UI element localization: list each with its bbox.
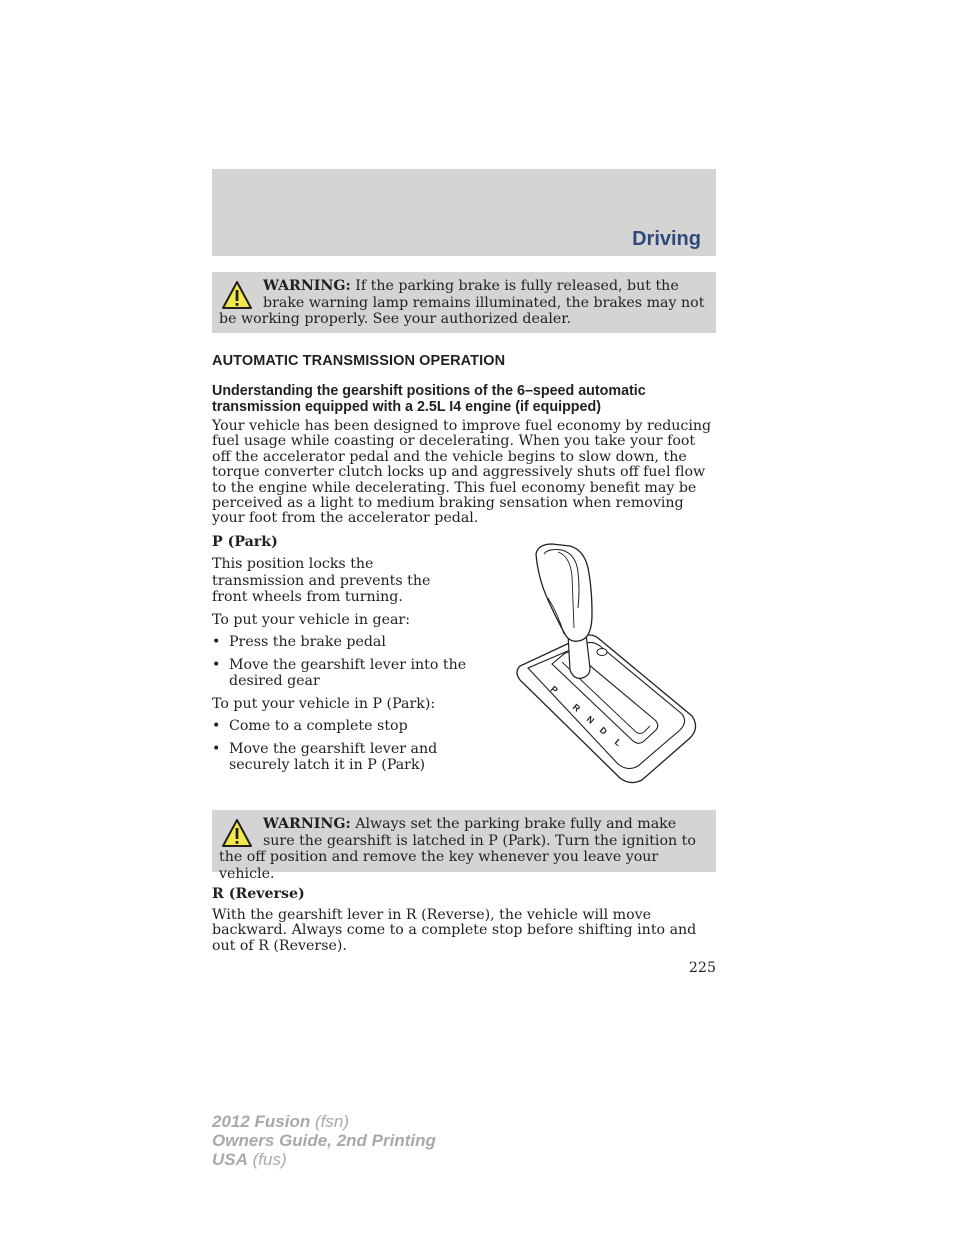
park-steps-list <box>212 718 467 774</box>
gate-letter-p: P <box>548 683 560 696</box>
warning-triangle-icon <box>221 818 253 848</box>
reverse-heading: R (Reverse) <box>212 886 305 902</box>
intro-paragraph: Your vehicle has been designed to improve fuel economy by reducing fuel usage while coasting or decelerating. When you take your foot off the accelerator pedal and the vehicle begins to slow down, the torque converter clutch locks up and aggressively shuts off fuel flow to the engine while decelerating. This fuel economy benefit may be perceived as a light to medium braking sensation when removing your foot from the accelerator pedal. <box>212 418 712 527</box>
warning-triangle-icon <box>221 280 253 310</box>
park-column <box>212 556 467 780</box>
bullet: • <box>212 718 221 734</box>
park-description: This position locks the transmission and prevents the front wheels from turning. <box>212 556 431 605</box>
footer-line-guide: Owners Guide, 2nd Printing <box>212 1131 436 1150</box>
warning-label: WARNING: <box>263 278 351 294</box>
bullet: • <box>212 656 221 673</box>
gate-letter-l: L <box>612 736 624 749</box>
document-footer <box>212 1112 436 1169</box>
section-title: Driving <box>632 228 701 250</box>
list-item: • Come to a complete stop <box>212 718 408 734</box>
list-item: • Move the gearshift lever into the desired gear <box>212 656 467 689</box>
list-item: • Move the gearshift lever and securely latch it in P (Park) <box>212 740 438 773</box>
gate-letter-r: R <box>570 701 583 714</box>
list-item: • Press the brake pedal <box>212 634 386 650</box>
footer-line-model: 2012 Fusion (fsn) <box>212 1112 349 1131</box>
gate-letter-d: D <box>597 724 610 737</box>
gate-letter-n: N <box>584 713 597 726</box>
section-heading: AUTOMATIC TRANSMISSION OPERATION <box>212 353 506 369</box>
warning-box-park <box>212 810 716 882</box>
gear-steps-list <box>212 634 467 690</box>
reverse-paragraph: With the gearshift lever in R (Reverse), the vehicle will move backward. Always come to a complete stop before shifting into and out of R (Reverse). <box>212 907 697 954</box>
park-heading: P (Park) <box>212 534 278 550</box>
warning-box-brake <box>212 272 716 333</box>
bullet: • <box>212 740 221 757</box>
page-number: 225 <box>688 960 716 976</box>
gear-intro: To put your vehicle in gear: <box>212 611 410 628</box>
warning-text: Always set the parking brake fully and make sure the gearshift is latched in P (Park). Turn the ignition to the off position and remove the key whenever you leave your vehicle. <box>219 816 696 882</box>
warning-label: WARNING: <box>263 816 351 832</box>
section-header <box>212 169 716 256</box>
gearshift-lever-illustration <box>508 538 708 788</box>
warning-text: If the parking brake is fully released, but the brake warning lamp remains illuminated, the brakes may not be working properly. See your authorized dealer. <box>219 278 705 327</box>
park-intro: To put your vehicle in P (Park): <box>212 695 436 712</box>
footer-line-region: USA (fus) <box>212 1150 287 1169</box>
bullet: • <box>212 634 221 650</box>
subsection-heading: Understanding the gearshift positions of the 6–speed automatic transmission equipped with a 2.5L I4 engine (if equipped) <box>212 383 646 415</box>
